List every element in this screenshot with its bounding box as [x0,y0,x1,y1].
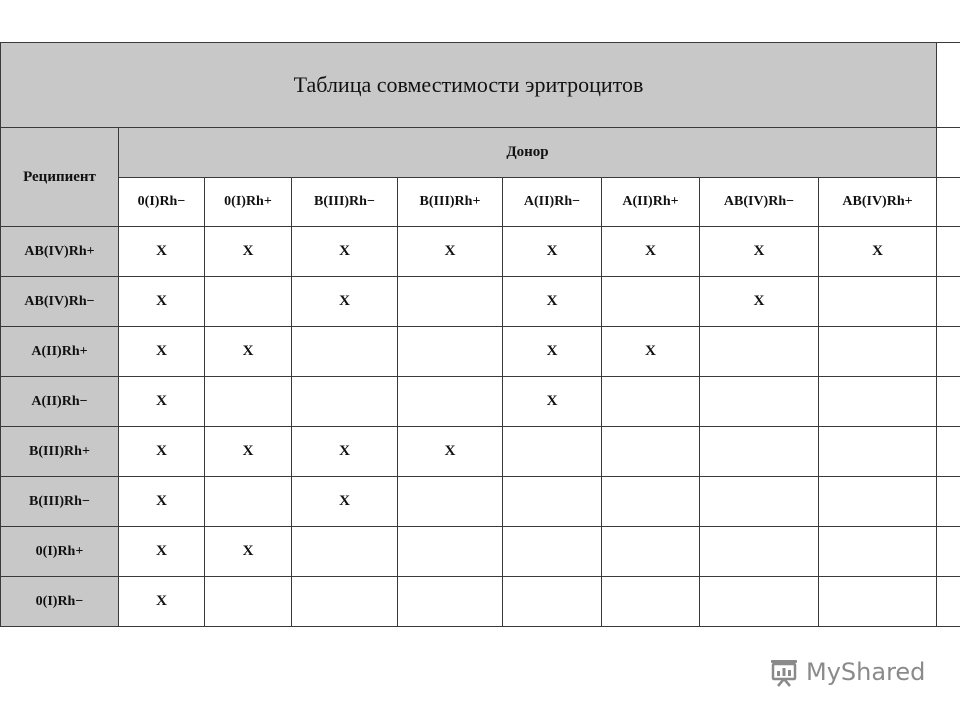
recipient-label: 0(I)Rh− [1,577,119,627]
donor-group-header: AB(IV)Rh+ [819,178,937,227]
watermark [768,656,925,688]
compatibility-cell: X [119,527,205,577]
blank-cell [937,327,960,377]
compatibility-cell [602,377,700,427]
donor-group-header: 0(I)Rh+ [205,178,292,227]
compatibility-cell [398,527,503,577]
recipient-label: A(II)Rh+ [1,327,119,377]
compatibility-cell [205,577,292,627]
compatibility-cell: X [205,327,292,377]
compatibility-cell [700,577,819,627]
table-row [1,477,960,527]
blank-cell [937,43,960,128]
compatibility-cell [602,577,700,627]
compatibility-cell [700,527,819,577]
compatibility-cell: X [602,227,700,277]
compatibility-cell: X [292,277,398,327]
blank-cell [937,178,960,227]
blank-cell [937,427,960,477]
blank-cell [937,277,960,327]
compatibility-cell [205,277,292,327]
compatibility-cell [700,327,819,377]
compatibility-cell [292,377,398,427]
presentation-icon [768,656,800,688]
donor-group-header: 0(I)Rh− [119,178,205,227]
compatibility-cell [700,377,819,427]
compatibility-cell: X [292,477,398,527]
recipient-label: AB(IV)Rh+ [1,227,119,277]
recipient-label: B(III)Rh+ [1,427,119,477]
compatibility-cell: X [119,277,205,327]
compatibility-cell: X [819,227,937,277]
compatibility-cell [819,527,937,577]
compatibility-cell: X [398,227,503,277]
compatibility-cell: X [292,427,398,477]
compatibility-cell [700,477,819,527]
compatibility-cell [503,577,602,627]
compatibility-cell [819,377,937,427]
blank-cell [937,477,960,527]
compatibility-cell [292,577,398,627]
compatibility-cell [398,377,503,427]
compatibility-cell [205,477,292,527]
compatibility-cell [602,527,700,577]
compatibility-cell [398,277,503,327]
donor-group-header: B(III)Rh− [292,178,398,227]
compatibility-cell: X [700,227,819,277]
compatibility-cell [700,427,819,477]
compatibility-cell: X [398,427,503,477]
compatibility-cell [398,577,503,627]
table-row [1,577,960,627]
compatibility-cell [819,477,937,527]
recipient-label: B(III)Rh− [1,477,119,527]
recipient-label: AB(IV)Rh− [1,277,119,327]
recipient-label: 0(I)Rh+ [1,527,119,577]
compatibility-cell: X [503,327,602,377]
compatibility-cell [503,427,602,477]
compatibility-cell [503,527,602,577]
blank-cell [937,227,960,277]
compatibility-cell [205,377,292,427]
compatibility-cell [819,427,937,477]
compatibility-cell [819,327,937,377]
compatibility-cell [819,577,937,627]
table-row [1,527,960,577]
compatibility-cell: X [119,227,205,277]
compatibility-cell [398,477,503,527]
donor-group-header: B(III)Rh+ [398,178,503,227]
compatibility-table [0,42,960,627]
donor-group-header: A(II)Rh− [503,178,602,227]
recipient-header: Реципиент [1,128,119,227]
compatibility-cell: X [205,227,292,277]
recipient-label: A(II)Rh− [1,377,119,427]
compatibility-cell: X [503,377,602,427]
donor-group-header: AB(IV)Rh− [700,178,819,227]
compatibility-cell: X [119,427,205,477]
compatibility-cell: X [205,427,292,477]
compatibility-cell: X [292,227,398,277]
compatibility-cell [398,327,503,377]
table-row [1,327,960,377]
compatibility-cell [292,527,398,577]
compatibility-cell: X [205,527,292,577]
donor-group-header: A(II)Rh+ [602,178,700,227]
blank-cell [937,527,960,577]
compatibility-cell [292,327,398,377]
compatibility-cell: X [119,477,205,527]
compatibility-cell: X [119,377,205,427]
compatibility-cell: X [700,277,819,327]
watermark-text: MyShared [806,658,926,686]
blank-cell [937,128,960,178]
compatibility-cell [602,277,700,327]
blank-cell [937,377,960,427]
compatibility-cell [819,277,937,327]
donor-header: Донор [119,128,937,178]
table-row [1,377,960,427]
compatibility-cell: X [119,577,205,627]
compatibility-cell: X [503,277,602,327]
compatibility-cell: X [503,227,602,277]
table-row [1,227,960,277]
table-row [1,427,960,477]
table-title: Таблица совместимости эритроцитов [1,43,937,128]
table-row [1,277,960,327]
compatibility-cell [602,477,700,527]
compatibility-cell [503,477,602,527]
compatibility-cell: X [119,327,205,377]
compatibility-cell: X [602,327,700,377]
compatibility-cell [602,427,700,477]
blank-cell [937,577,960,627]
